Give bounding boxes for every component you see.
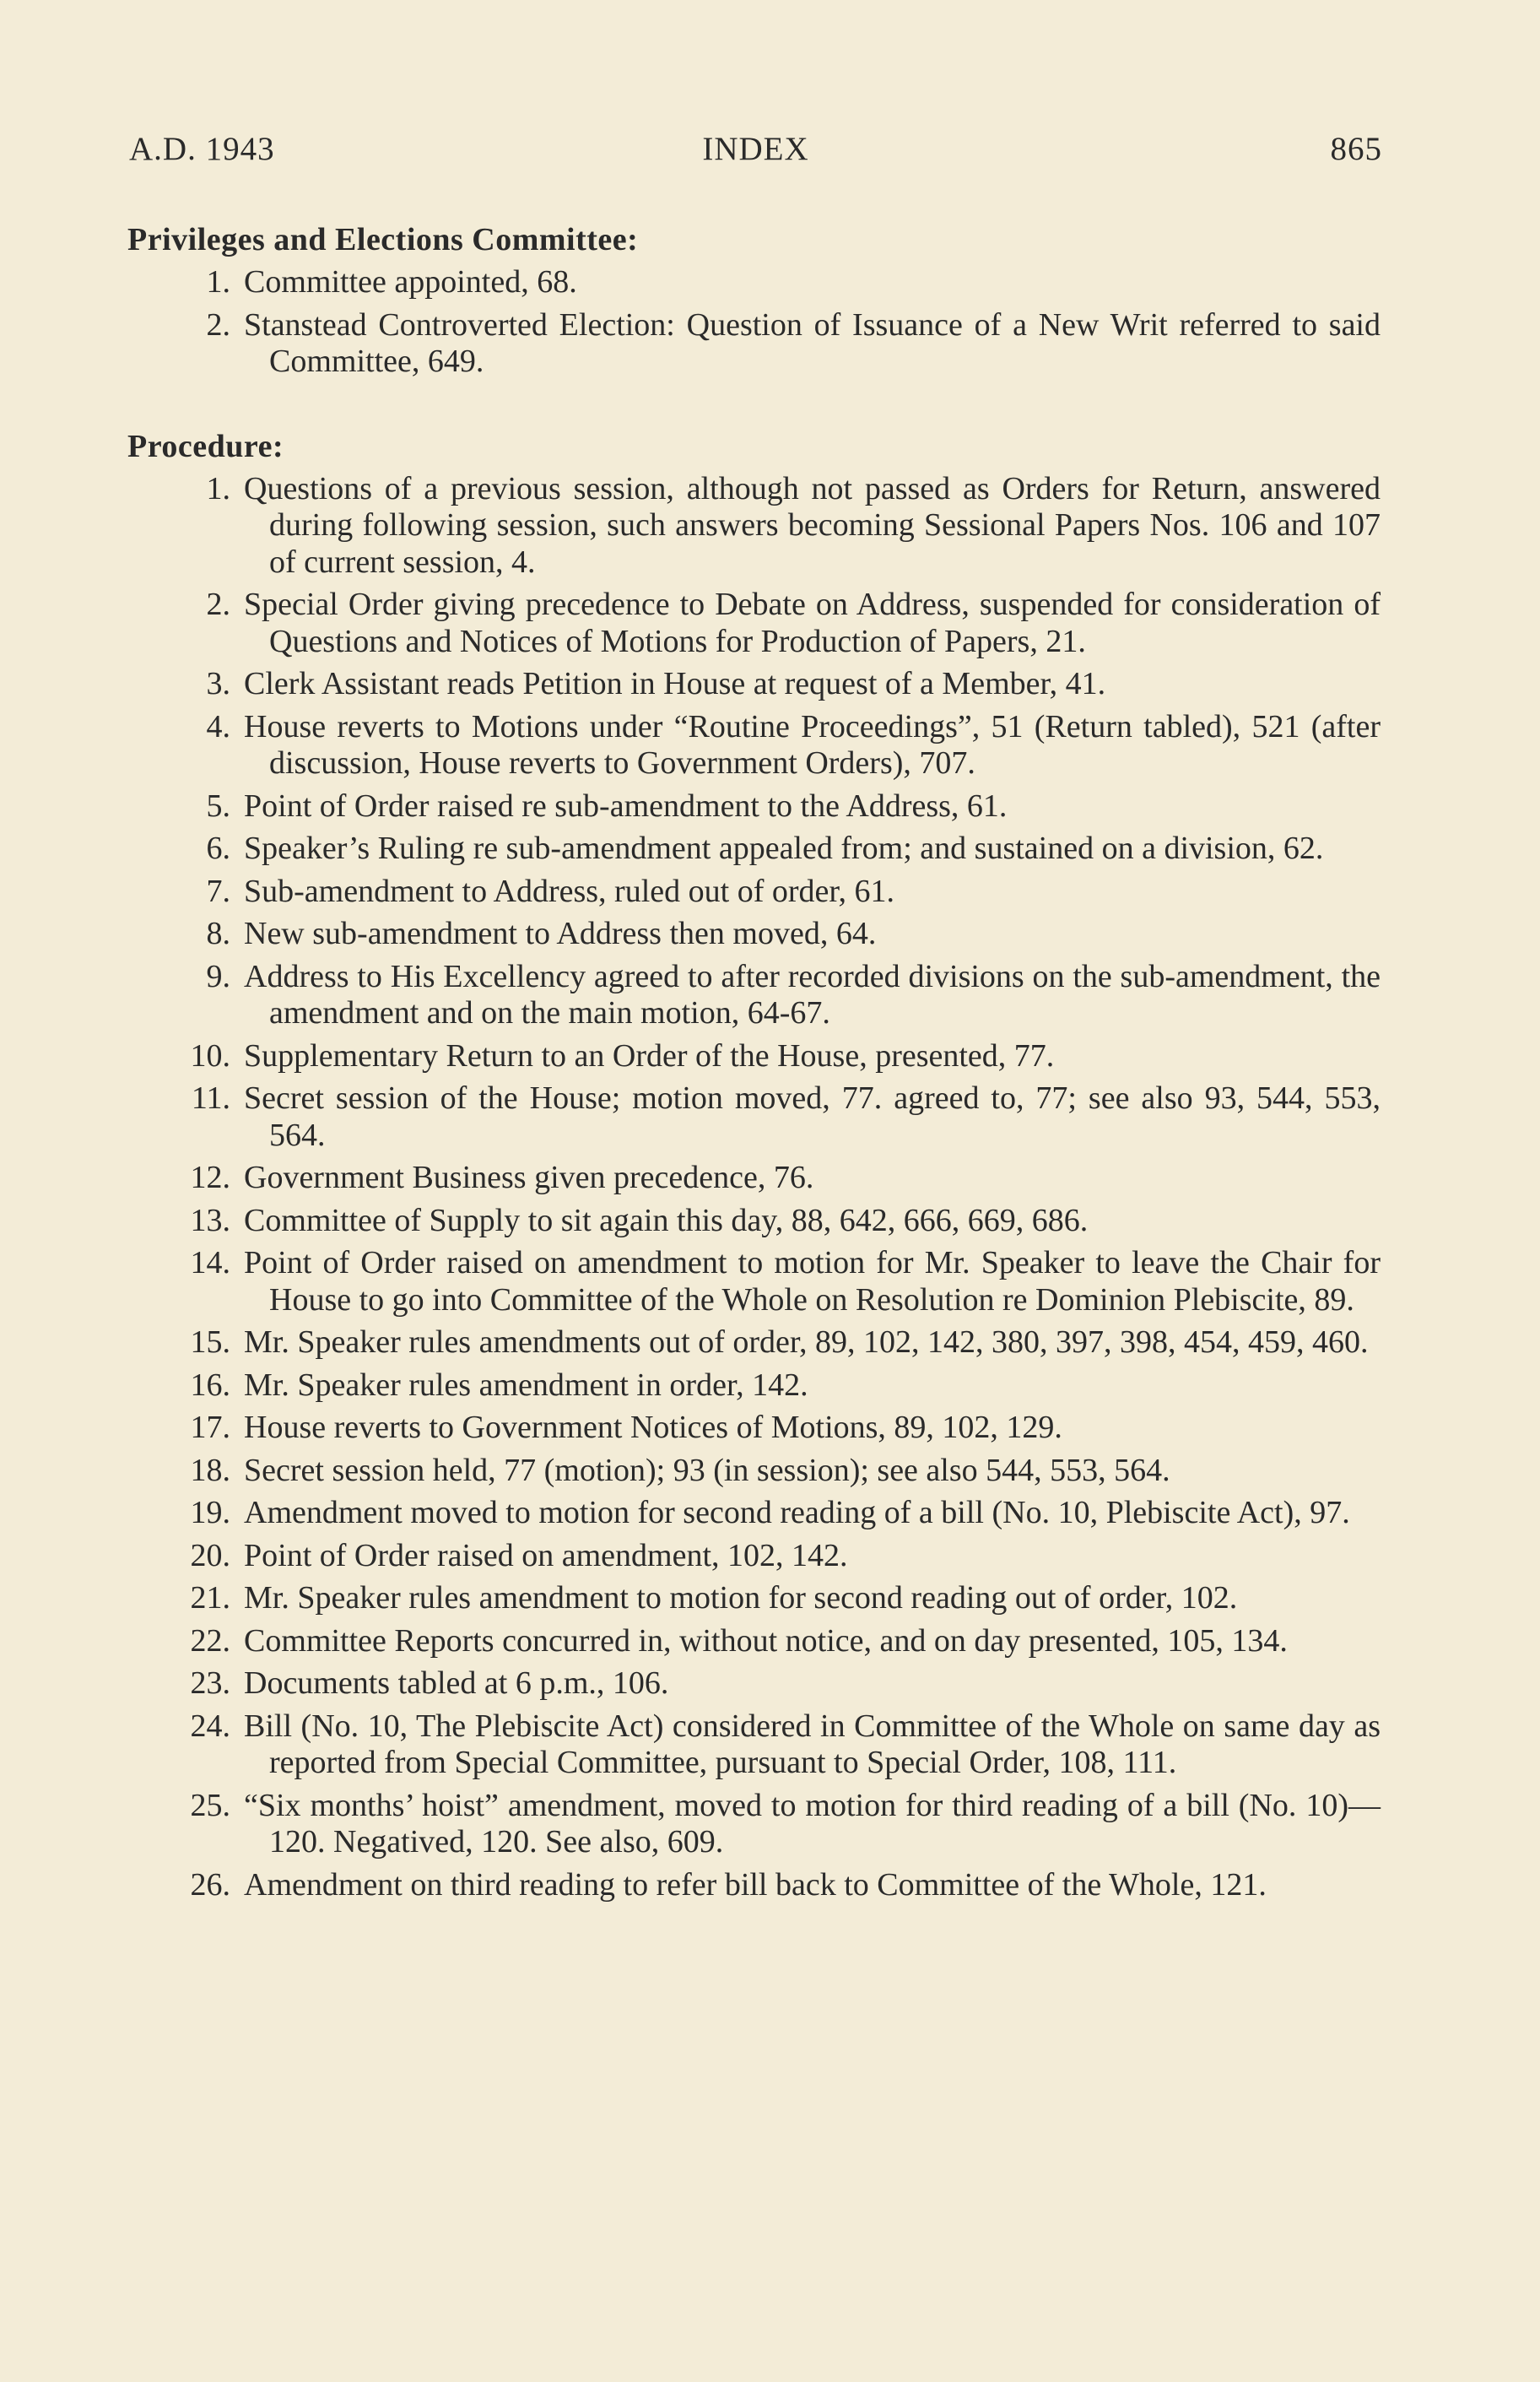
entry-text: House reverts to Motions under “Routine Proceedings”, 51 (Return tabled), 521 (after discussion, House reverts to Government Orders), 707. — [244, 708, 1381, 781]
entry-number: 5. — [206, 788, 230, 824]
index-entry — [127, 1367, 1381, 1405]
index-entry — [127, 1788, 1381, 1861]
entry-number: 1. — [206, 470, 230, 506]
page-number: 865 — [1330, 131, 1382, 167]
index-entry — [127, 1495, 1381, 1532]
index-entry — [127, 471, 1381, 582]
index-entry — [127, 1080, 1381, 1154]
index-entry — [127, 1538, 1381, 1575]
entry-text: Documents tabled at 6 p.m., 106. — [244, 1665, 669, 1701]
index-entry — [127, 307, 1381, 381]
entry-number: 11. — [191, 1080, 230, 1116]
index-entry — [127, 874, 1381, 911]
entry-number: 26. — [190, 1866, 230, 1903]
entry-text: Speaker’s Ruling re sub-amendment appealed from; and sustained on a division, 62. — [244, 831, 1324, 866]
section-heading: Procedure: — [127, 428, 284, 464]
entry-list — [127, 264, 1381, 381]
entry-text: Point of Order raised re sub-amendment to the Address, 61. — [244, 788, 1008, 824]
entry-text: Committee appointed, 68. — [244, 264, 577, 300]
entry-text: Committee of Supply to sit again this day, 88, 642, 666, 669, 686. — [244, 1202, 1089, 1238]
entry-number: 7. — [206, 873, 230, 909]
entry-text: Committee Reports concurred in, without notice, and on day presented, 105, 134. — [244, 1622, 1288, 1659]
entry-number: 16. — [190, 1367, 230, 1403]
entry-number: 22. — [190, 1622, 230, 1659]
entry-number: 23. — [190, 1665, 230, 1701]
index-content — [127, 220, 1381, 1909]
entry-text: Special Order giving precedence to Debate on Address, suspended for consideration of Questions and Notices of Motions for Production of Papers, 21. — [244, 587, 1381, 659]
entry-text: Amendment moved to motion for second reading of a bill (No. 10, Plebiscite Act), 97. — [244, 1495, 1350, 1530]
index-entry — [127, 587, 1381, 660]
index-entry — [127, 831, 1381, 868]
index-entry — [127, 1410, 1381, 1447]
entry-number: 12. — [190, 1160, 230, 1195]
entry-number: 14. — [190, 1245, 230, 1280]
entry-text: House reverts to Government Notices of Motions, 89, 102, 129. — [244, 1410, 1062, 1445]
index-entry — [127, 1665, 1381, 1703]
entry-text: Government Business given precedence, 76. — [244, 1160, 814, 1195]
entry-number: 2. — [206, 587, 230, 622]
entry-number: 21. — [190, 1580, 230, 1616]
index-entry — [127, 1867, 1381, 1904]
entry-number: 19. — [190, 1495, 230, 1530]
entry-text: Mr. Speaker rules amendment in order, 142. — [244, 1367, 808, 1403]
entry-text: Clerk Assistant reads Petition in House at request of a Member, 41. — [244, 666, 1106, 701]
entry-text: Point of Order raised on amendment, 102, 142. — [244, 1537, 848, 1573]
index-entry — [127, 1038, 1381, 1075]
running-head — [129, 128, 1382, 171]
index-entry — [127, 1160, 1381, 1197]
entry-number: 24. — [190, 1708, 230, 1744]
entry-number: 18. — [190, 1452, 230, 1488]
entry-text: Address to His Excellency agreed to after recorded divisions on the sub-amendment, the amendment and on the main motion, 64-67. — [244, 958, 1381, 1031]
entry-number: 8. — [206, 916, 230, 951]
index-entry — [127, 788, 1381, 826]
entry-number: 2. — [206, 306, 230, 343]
entry-number: 25. — [190, 1787, 230, 1823]
entry-text: Secret session held, 77 (motion); 93 (in session); see also 544, 553, 564. — [244, 1452, 1170, 1488]
index-entry — [127, 1245, 1381, 1318]
entry-text: “Six months’ hoist” amendment, moved to motion for third reading of a bill (No. 10)—120. Negatived, 120. See also, 609. — [244, 1787, 1381, 1860]
section-heading: Privileges and Elections Committee: — [127, 222, 639, 257]
section-procedure — [127, 427, 1381, 1904]
index-entry — [127, 959, 1381, 1032]
entry-number: 13. — [190, 1202, 230, 1238]
entry-text: Mr. Speaker rules amendment to motion for second reading out of order, 102. — [244, 1580, 1238, 1616]
entry-text: Sub-amendment to Address, ruled out of order, 61. — [244, 873, 895, 909]
entry-text: Stanstead Controverted Election: Question of Issuance of a New Writ referred to said Committee, 649. — [244, 306, 1381, 379]
index-entry — [127, 1453, 1381, 1490]
entry-number: 4. — [206, 708, 230, 744]
header-year: A.D. 1943 — [129, 131, 275, 167]
entry-number: 6. — [206, 831, 230, 866]
entry-list — [127, 471, 1381, 1904]
entry-text: Supplementary Return to an Order of the House, presented, 77. — [244, 1037, 1055, 1074]
section-privileges-and-elections — [127, 220, 1381, 381]
index-entry — [127, 709, 1381, 782]
entry-text: Point of Order raised on amendment to motion for Mr. Speaker to leave the Chair for House to go into Committee of the Whole on Resolution re Dominion Plebiscite, 89. — [244, 1245, 1381, 1318]
index-entry — [127, 1203, 1381, 1240]
entry-text: Mr. Speaker rules amendments out of order, 89, 102, 142, 380, 397, 398, 454, 459, 460. — [244, 1324, 1369, 1360]
entry-number: 15. — [190, 1324, 230, 1360]
entry-text: New sub-amendment to Address then moved, 64. — [244, 916, 877, 951]
entry-text: Questions of a previous session, although not passed as Orders for Return, answered during following session, such answers becoming Sessional Papers Nos. 106 and 107 of current session, 4. — [244, 470, 1381, 580]
index-entry — [127, 1580, 1381, 1617]
entry-number: 20. — [190, 1537, 230, 1573]
entry-text: Secret session of the House; motion moved, 77. agreed to, 77; see also 93, 544, 553, 564. — [244, 1080, 1381, 1153]
index-entry — [127, 1623, 1381, 1660]
index-entry — [127, 1324, 1381, 1362]
entry-text: Amendment on third reading to refer bill back to Committee of the Whole, 121. — [244, 1866, 1267, 1903]
index-entry — [127, 916, 1381, 953]
header-title: INDEX — [702, 131, 809, 167]
index-entry — [127, 264, 1381, 301]
entry-number: 10. — [190, 1037, 230, 1074]
entry-number: 3. — [206, 666, 230, 701]
entry-number: 1. — [206, 264, 230, 300]
section-gap — [127, 387, 1381, 427]
index-entry — [127, 666, 1381, 703]
entry-text: Bill (No. 10, The Plebiscite Act) considered in Committee of the Whole on same day as reported from Special Committee, pursuant to Special Order, 108, 111. — [244, 1708, 1381, 1780]
entry-number: 17. — [190, 1410, 230, 1445]
entry-number: 9. — [206, 958, 230, 994]
index-entry — [127, 1708, 1381, 1782]
